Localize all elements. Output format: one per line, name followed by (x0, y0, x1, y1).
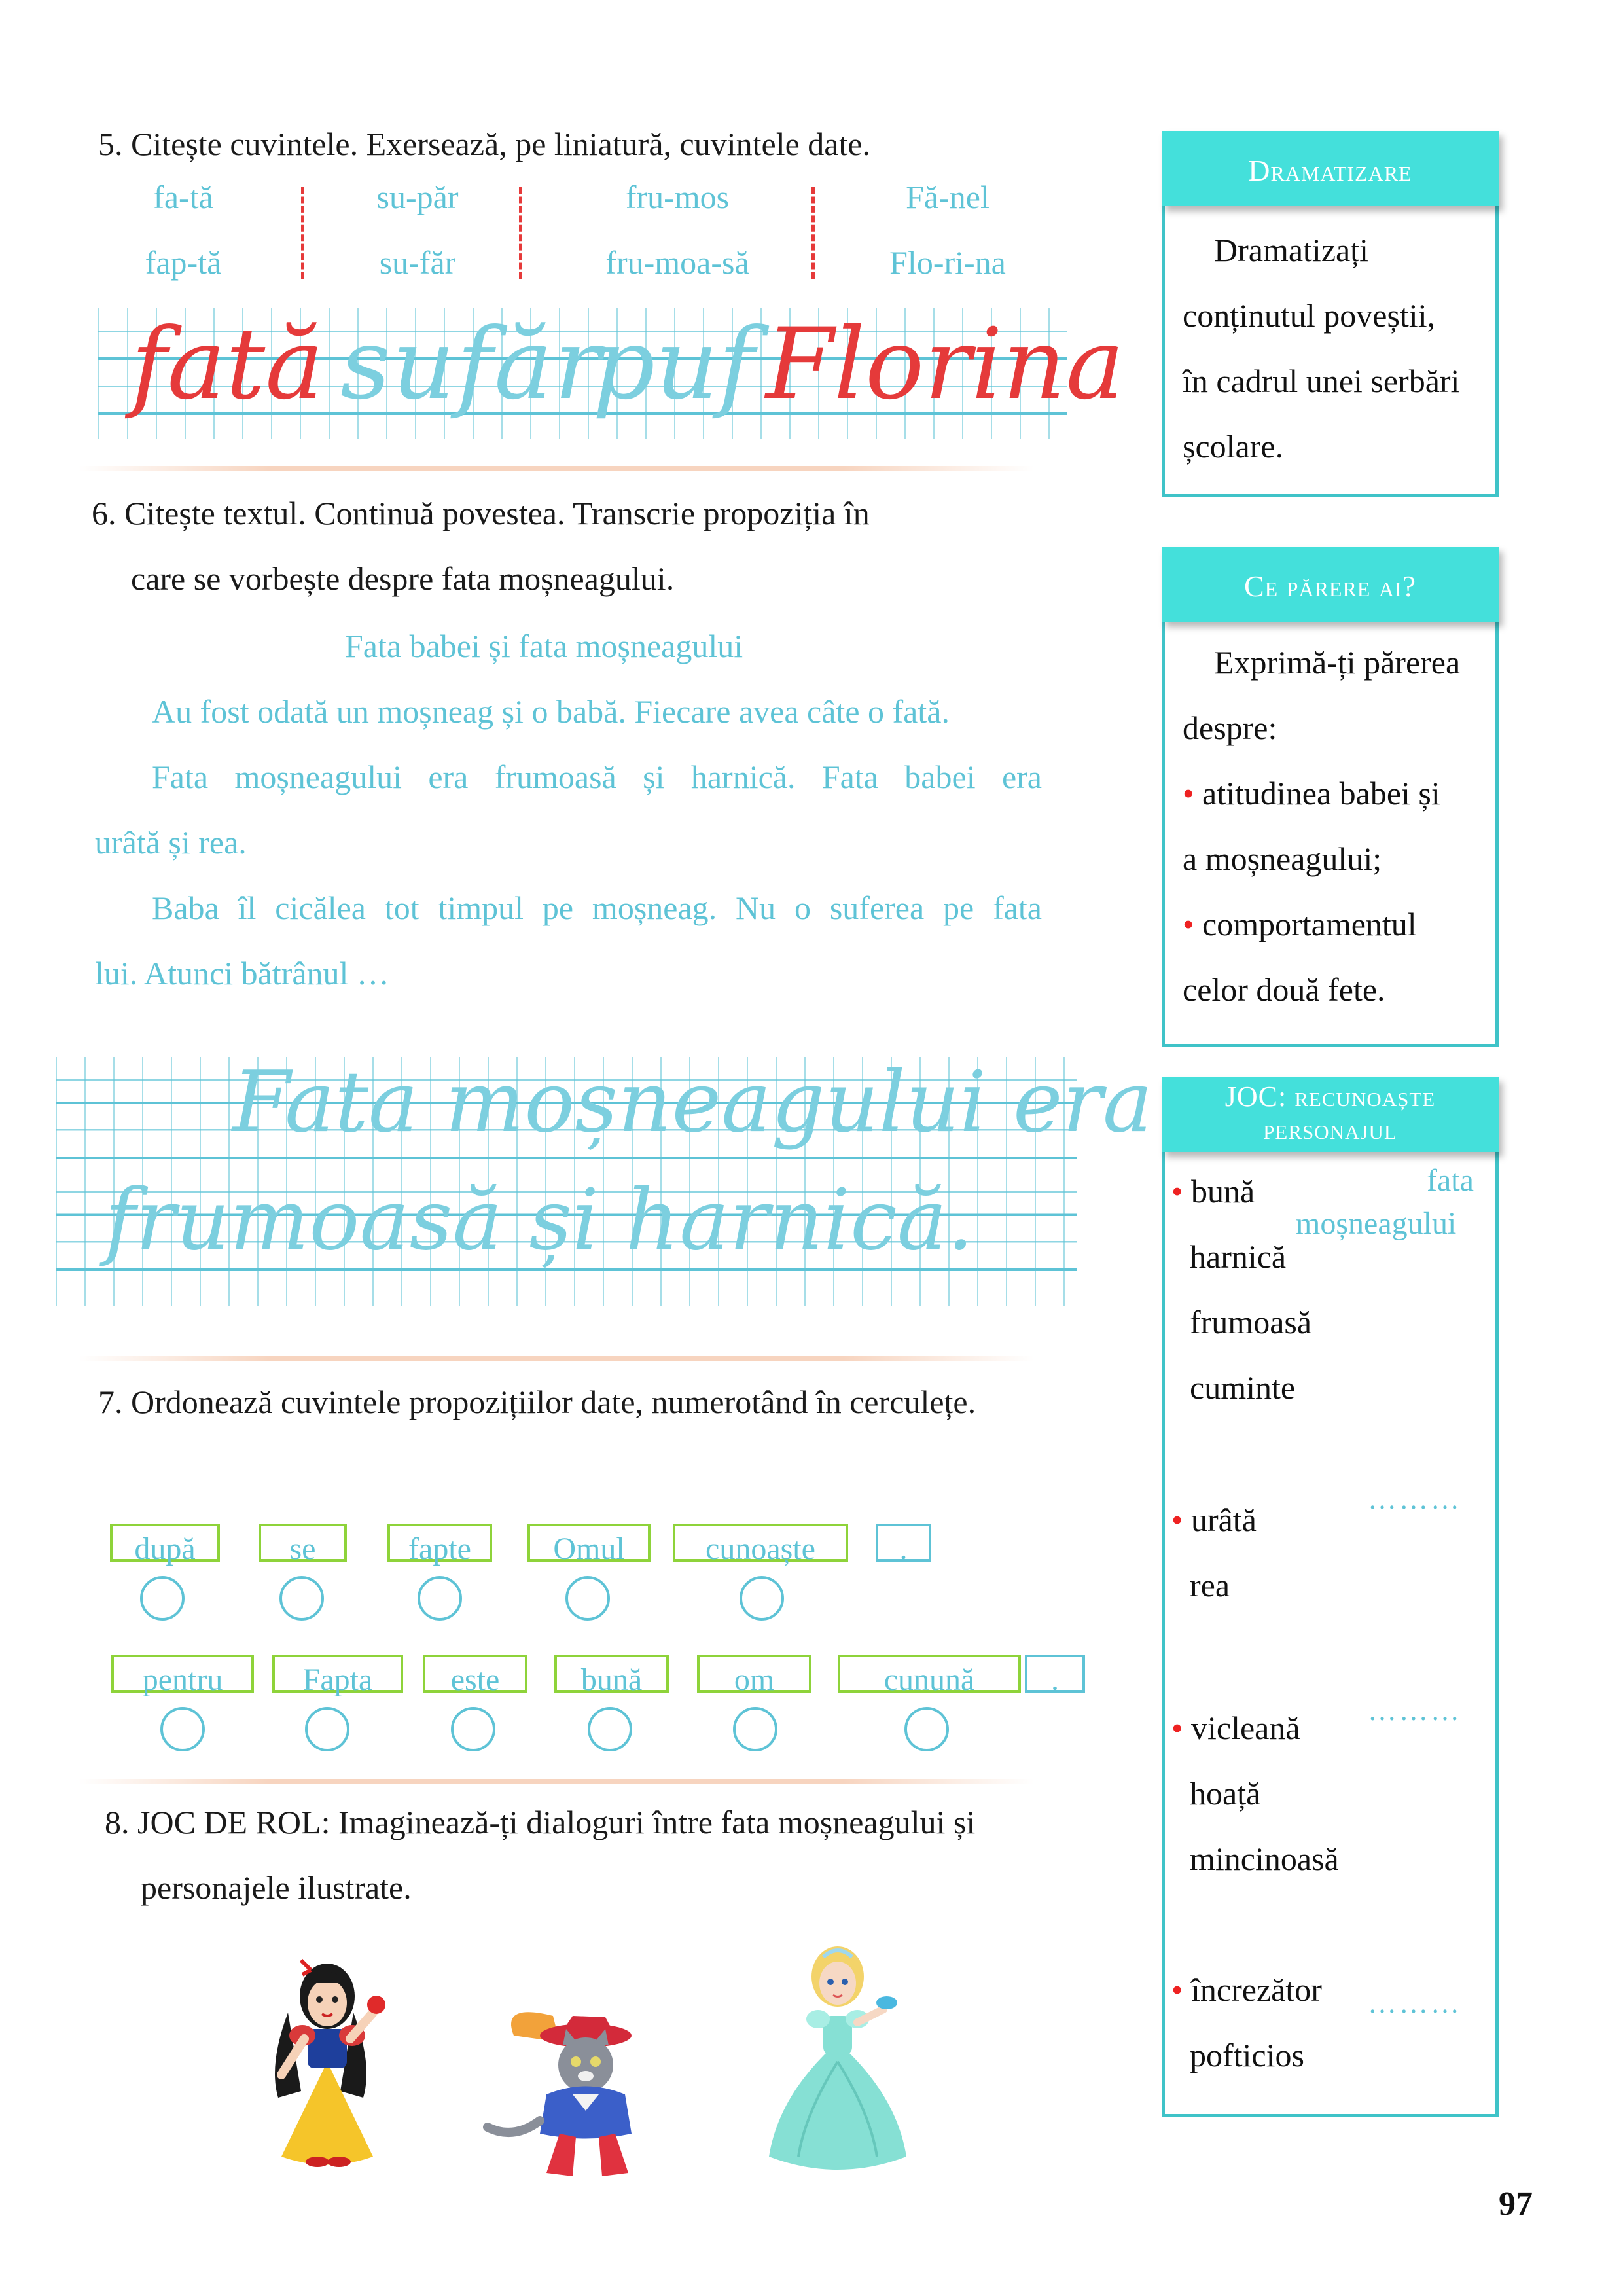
separator (79, 1356, 1034, 1361)
word-box: Omul (527, 1524, 651, 1562)
story-paragraph: lui. Atunci bătrânul … (95, 955, 389, 992)
ex5-instruction: 5. Citește cuvintele. Exersează, pe liniatură, cuvintele date. (98, 126, 871, 162)
story-title: Fata babei și fata moșneagului (345, 628, 743, 664)
parere-bullet-text: comportamentul (1202, 906, 1417, 942)
syllable-word: fru-mos (625, 179, 730, 215)
joc-trait (1171, 1957, 1322, 2022)
word-box: este (423, 1655, 527, 1693)
number-circle[interactable] (279, 1576, 324, 1621)
word-box-period: . (1025, 1655, 1085, 1693)
story-paragraph: Au fost odată un moșneag și o babă. Fiecare avea câte o fată. (152, 693, 950, 730)
puss-in-boots-illustration (474, 1996, 671, 2193)
bullet-icon: • (1171, 1971, 1183, 2008)
syllable-word: Fă-nel (906, 179, 990, 215)
story-paragraph: Baba îl cicălea tot timpul pe moșneag. Nu o suferea pe fata (152, 889, 1042, 926)
joc-trait (1171, 1695, 1300, 1761)
syllable-divider (519, 187, 522, 279)
syllable-word: fap-tă (145, 244, 222, 281)
joc-trait-text: bună (1191, 1173, 1255, 1210)
joc-header-line1: JOC: recunoaște (1224, 1081, 1436, 1113)
joc-answer: fata (1427, 1163, 1474, 1198)
joc-trait-text: urâtă (1191, 1501, 1257, 1538)
joc-header-line2: personajul (1263, 1113, 1397, 1145)
word-box: se (259, 1524, 347, 1562)
ex7-instruction: 7. Ordonează cuvintele propozițiilor date, numerotând în cerculețe. (98, 1384, 976, 1420)
parere-bullet-text: atitudinea babei și (1202, 775, 1440, 812)
word-box: pentru (111, 1655, 254, 1693)
word-box: după (110, 1524, 220, 1562)
joc-trait: pofticios (1190, 2037, 1304, 2073)
ex8-instruction-cont: personajele ilustrate. (141, 1869, 412, 1906)
joc-trait (1171, 1158, 1255, 1224)
bullet-icon: • (1171, 1173, 1183, 1210)
parere-bullet (1183, 761, 1440, 826)
answer-blank[interactable]: ……… (1368, 1695, 1462, 1727)
number-circle[interactable] (588, 1707, 632, 1751)
dramatizare-line: Dramatizați (1214, 232, 1368, 268)
number-circle[interactable] (418, 1576, 462, 1621)
word-box-period: . (876, 1524, 931, 1562)
joc-trait-text: încrezător (1191, 1971, 1322, 2008)
handwriting-word: puf (592, 308, 755, 422)
bullet-icon: • (1171, 1710, 1183, 1746)
answer-blank[interactable]: ……… (1368, 1987, 1462, 2019)
word-box: bună (554, 1655, 669, 1693)
number-circle[interactable] (740, 1576, 784, 1621)
parere-header: Ce părere ai? (1162, 547, 1499, 622)
handwriting-sentence: Fata moșneagului era (232, 1054, 1153, 1151)
number-circle[interactable] (451, 1707, 495, 1751)
parere-bullet (1183, 891, 1417, 957)
bullet-icon: • (1171, 1501, 1183, 1538)
joc-trait (1171, 1487, 1257, 1552)
ex6-instruction-cont: care se vorbește despre fata moșneagului. (131, 560, 675, 597)
word-box: Fapta (272, 1655, 403, 1693)
joc-trait: rea (1190, 1567, 1230, 1604)
parere-line: despre: (1183, 709, 1277, 746)
bullet-icon: • (1183, 906, 1194, 942)
parere-line: celor două fete. (1183, 971, 1385, 1008)
number-circle[interactable] (565, 1576, 610, 1621)
number-circle[interactable] (904, 1707, 949, 1751)
ex6-instruction: 6. Citește textul. Continuă povestea. Transcrie propoziția în (92, 495, 870, 531)
syllable-divider (301, 187, 304, 279)
syllable-word: su-păr (376, 179, 459, 215)
number-circle[interactable] (140, 1576, 185, 1621)
cinderella-illustration (753, 1931, 923, 2186)
syllable-divider (812, 187, 815, 279)
dramatizare-line: în cadrul unei serbări (1183, 363, 1460, 399)
parere-line: Exprimă-ți părerea (1214, 644, 1461, 681)
story-paragraph: urâtă și rea. (95, 824, 247, 861)
word-box: cunoaște (673, 1524, 848, 1562)
joc-trait: cuminte (1190, 1369, 1296, 1406)
joc-header (1162, 1077, 1499, 1152)
handwriting-word: fată (131, 308, 324, 422)
word-box: om (697, 1655, 812, 1693)
answer-blank[interactable]: ……… (1368, 1483, 1462, 1515)
syllable-word: fa-tă (153, 179, 213, 215)
separator (79, 466, 1034, 471)
separator (79, 1779, 1034, 1784)
ex8-instruction: 8. JOC DE ROL: Imaginează-ți dialoguri între fata moșneagului și (105, 1804, 976, 1840)
number-circle[interactable] (733, 1707, 777, 1751)
word-box: cunună (838, 1655, 1021, 1693)
joc-trait: hoață (1190, 1775, 1261, 1812)
syllable-word: Flo-ri-na (889, 244, 1006, 281)
snow-white-illustration (242, 1934, 412, 2183)
syllable-word: fru-moa-să (605, 244, 749, 281)
joc-trait-text: vicleană (1191, 1710, 1300, 1746)
bullet-icon: • (1183, 775, 1194, 812)
joc-trait: frumoasă (1190, 1304, 1312, 1340)
dramatizare-header: Dramatizare (1162, 131, 1499, 206)
handwriting-sentence: frumoasă și harnică. (105, 1172, 974, 1269)
number-circle[interactable] (305, 1707, 349, 1751)
handwriting-word: sufăr (340, 308, 603, 422)
joc-trait: mincinoasă (1190, 1840, 1339, 1877)
dramatizare-line: școlare. (1183, 428, 1284, 465)
joc-answer: moșneagului (1296, 1206, 1457, 1241)
word-box: fapte (387, 1524, 492, 1562)
number-circle[interactable] (160, 1707, 205, 1751)
joc-trait: harnică (1190, 1238, 1287, 1275)
dramatizare-line: conținutul poveștii, (1183, 297, 1436, 334)
page-number: 97 (1499, 2185, 1533, 2223)
handwriting-word: Florina (766, 308, 1125, 422)
parere-line: a moșneagului; (1183, 840, 1382, 877)
syllable-word: su-făr (379, 244, 456, 281)
story-paragraph: Fata moșneagului era frumoasă și harnică. Fata babei era (152, 759, 1042, 795)
